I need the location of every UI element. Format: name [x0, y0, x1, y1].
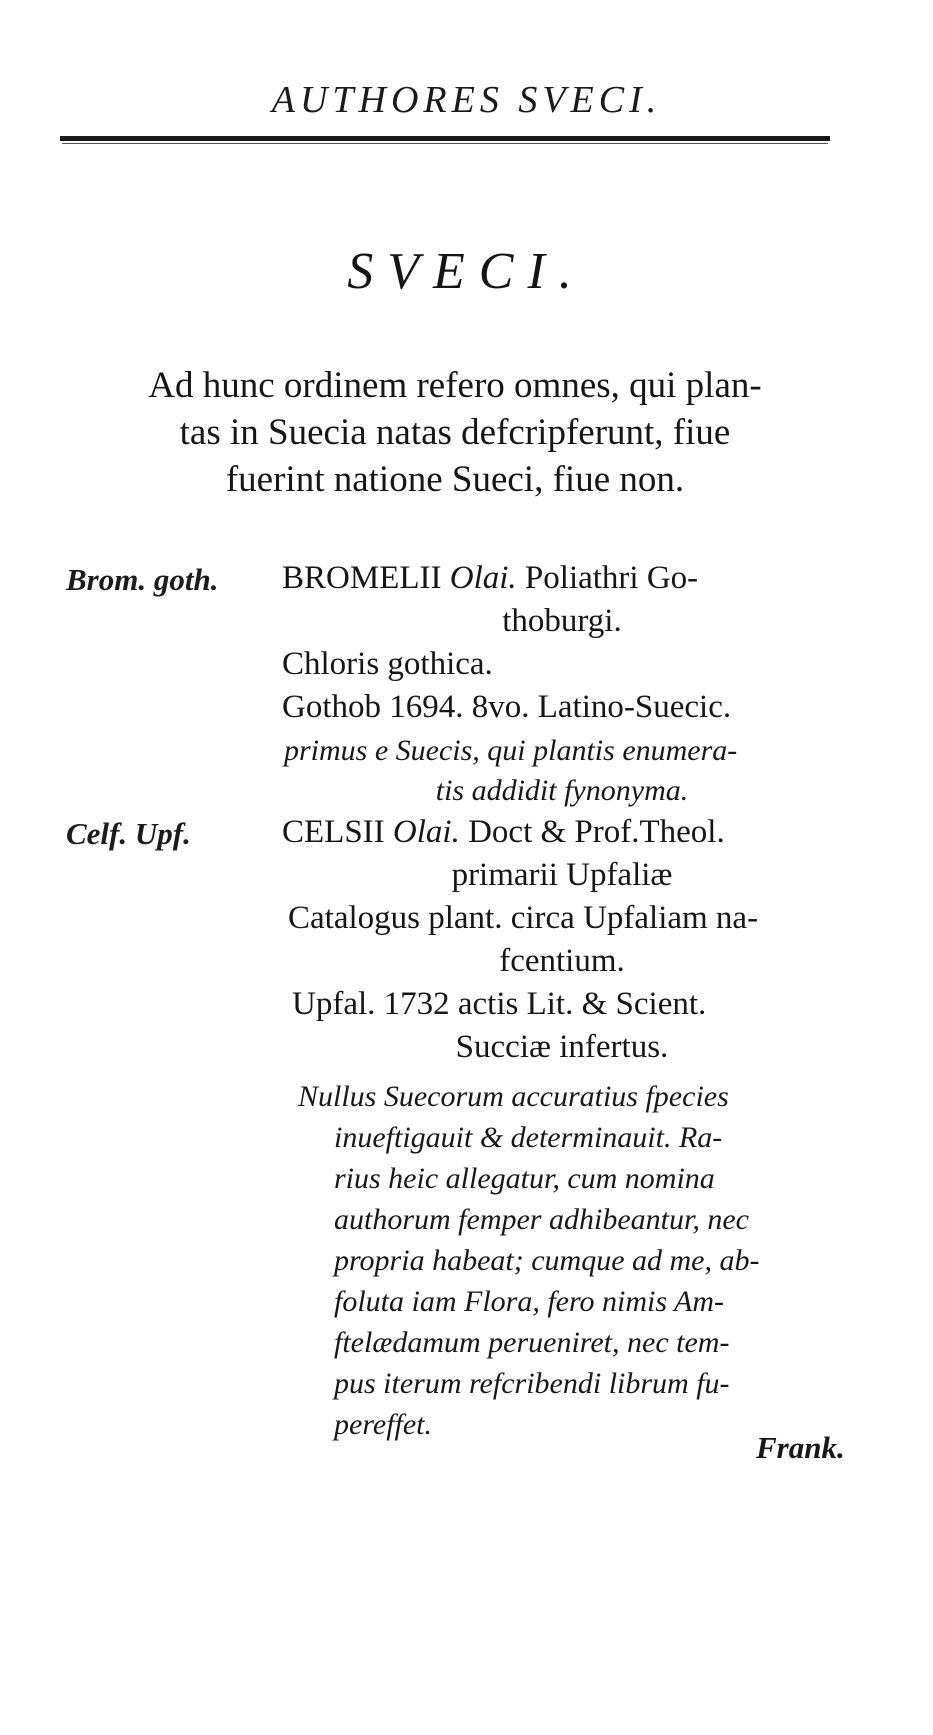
work-imprint: Gothob 1694. 8vo. Latino-Suecic. [282, 689, 732, 725]
entry-note-line: authorum femper adhibeantur, nec [334, 1203, 749, 1236]
work-title-cont: fcentium. [499, 943, 625, 979]
catchword: Frank. [756, 1430, 845, 1465]
author-description: Poliathri Go- [524, 560, 699, 596]
entry-heading [282, 560, 698, 597]
author-description-cont: thoburgi. [502, 603, 622, 639]
running-head: AUTHORES SVECI. [271, 79, 662, 121]
entry-note-line: rius heic allegatur, cum nomina [334, 1162, 715, 1195]
entry-note-line: pereffet. [334, 1408, 433, 1441]
author-given-name: Olai. [449, 560, 517, 596]
intro-line: Ad hunc ordinem refero omnes, qui plan- [148, 365, 762, 406]
entry-abbreviation: Brom. goth. [66, 562, 219, 597]
section-title: SVECI. [347, 243, 586, 300]
entry-heading [282, 814, 725, 851]
intro-paragraph [60, 362, 850, 503]
entry-abbreviation: Celf. Upf. [66, 816, 191, 851]
work-title: Catalogus plant. circa Upfaliam na- [288, 900, 759, 936]
entry-note-line: primus e Suecis, qui plantis enumera- [284, 734, 738, 767]
author-description: Doct & Prof.Theol. [468, 814, 725, 850]
header-rule-thin [62, 143, 828, 144]
entry-note [298, 1076, 850, 1445]
author-description-cont: primarii Upfaliæ [451, 857, 673, 893]
work-imprint: Upfal. 1732 actis Lit. & Scient. [292, 986, 707, 1022]
work-imprint-cont: Succiæ infertus. [455, 1029, 669, 1065]
entry-note-line: inueftigauit & determinauit. Ra- [334, 1121, 723, 1154]
author-name: CELSII [282, 814, 385, 850]
intro-line: tas in Suecia natas defcripferunt, fiue [179, 412, 731, 453]
entry-note-line: Nullus Suecorum accuratius fpecies [298, 1080, 729, 1113]
intro-line: fuerint natione Sueci, fiue non. [225, 459, 685, 500]
entry-note-line: tis addidit fynonyma. [435, 774, 689, 807]
entry-note-line: propria habeat; cumque ad me, ab- [334, 1244, 760, 1277]
entry-note-line: ftelædamum perueniret, nec tem- [334, 1326, 730, 1359]
author-name: BROMELII [282, 560, 442, 596]
work-title: Chloris gothica. [282, 646, 493, 682]
entry-note-line: pus iterum refcribendi librum fu- [334, 1367, 730, 1400]
header-rule [60, 136, 830, 141]
entry-note-line: foluta iam Flora, fero nimis Am- [334, 1285, 724, 1318]
author-given-name: Olai. [392, 814, 460, 850]
